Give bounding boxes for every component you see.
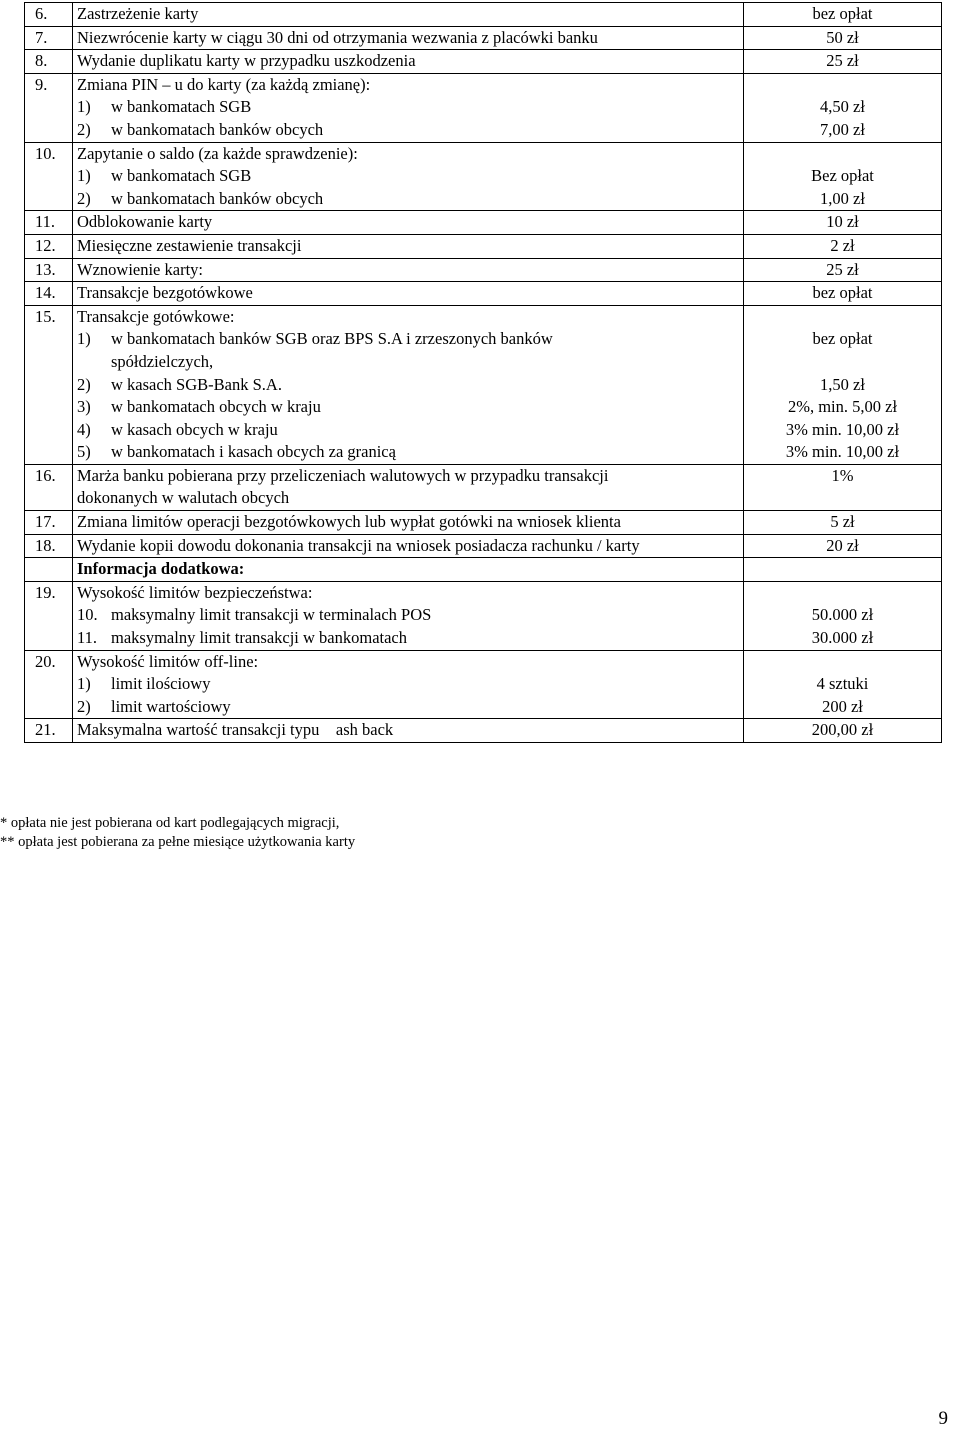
row-number: 7. — [25, 26, 73, 50]
table-row — [25, 534, 942, 558]
table-row — [25, 581, 942, 650]
table-row — [25, 142, 942, 211]
row-number: 6. — [25, 3, 73, 27]
page-number: 9 — [938, 1408, 948, 1429]
table-row — [25, 258, 942, 282]
row-description: Zmiana PIN – u do karty (za każdą zmianę): 1) w bankomatach SGB 2) w bankomatach banków obcych — [73, 73, 744, 142]
table-row — [25, 73, 942, 142]
row-value: Bez opłat 1,00 zł — [744, 142, 942, 211]
fee-table — [24, 2, 942, 743]
row-description: Wydanie duplikatu karty w przypadku uszkodzenia — [73, 50, 744, 74]
row-value: 25 zł — [744, 258, 942, 282]
row-description: Zmiana limitów operacji bezgotówkowych lub wypłat gotówki na wniosek klienta — [73, 511, 744, 535]
row-description: Odblokowanie karty — [73, 211, 744, 235]
row-value: 50.000 zł 30.000 zł — [744, 581, 942, 650]
table-row — [25, 3, 942, 27]
section-heading: Informacja dodatkowa: — [73, 558, 744, 582]
row-value: bez opłat 1,50 zł 2%, min. 5,00 zł 3% min. 10,00 zł 3% min. 10,00 zł — [744, 305, 942, 464]
row-value: 20 zł — [744, 534, 942, 558]
row-value — [744, 558, 942, 582]
row-value: bez opłat — [744, 3, 942, 27]
table-row — [25, 234, 942, 258]
row-description: Wznowienie karty: — [73, 258, 744, 282]
row-description: Transakcje gotówkowe: 1) w bankomatach banków SGB oraz BPS S.A i zrzeszonych banków spółdzielczych, 2) w kasach SGB-Bank S.A. 3) w bankomatach obcych w kraju 4) w kasach obcych w kraju 5) w bankomatach i kasach obcych za granicą — [73, 305, 744, 464]
row-value: 10 zł — [744, 211, 942, 235]
row-value: 1% — [744, 464, 942, 510]
table-row — [25, 511, 942, 535]
row-description: Zapytanie o saldo (za każde sprawdzenie): 1) w bankomatach SGB 2) w bankomatach banków obcych — [73, 142, 744, 211]
row-description: Wydanie kopii dowodu dokonania transakcji na wniosek posiadacza rachunku / karty — [73, 534, 744, 558]
table-row — [25, 650, 942, 719]
table-row — [25, 50, 942, 74]
row-value: 25 zł — [744, 50, 942, 74]
row-description: Wysokość limitów off-line: 1) limit ilościowy 2) limit wartościowy — [73, 650, 744, 719]
table-row — [25, 464, 942, 510]
row-number: 14. — [25, 282, 73, 306]
row-description: Maksymalna wartość transakcji typu ash back — [73, 719, 744, 743]
table-row — [25, 211, 942, 235]
row-number: 17. — [25, 511, 73, 535]
row-number: 12. — [25, 234, 73, 258]
row-description: Wysokość limitów bezpieczeństwa: 10. maksymalny limit transakcji w terminalach POS 11. maksymalny limit transakcji w bankomatach — [73, 581, 744, 650]
row-value: 5 zł — [744, 511, 942, 535]
footnote: * opłata nie jest pobierana od kart podlegających migracji, — [0, 815, 340, 831]
row-value: 4 sztuki 200 zł — [744, 650, 942, 719]
row-value: 2 zł — [744, 234, 942, 258]
row-description: Zastrzeżenie karty — [73, 3, 744, 27]
row-number: 11. — [25, 211, 73, 235]
row-number: 19. — [25, 581, 73, 650]
row-description: Marża banku pobierana przy przeliczeniach walutowych w przypadku transakcji dokonanych w walutach obcych — [73, 464, 744, 510]
row-value: 4,50 zł 7,00 zł — [744, 73, 942, 142]
row-number: 13. — [25, 258, 73, 282]
row-number: 10. — [25, 142, 73, 211]
row-number — [25, 558, 73, 582]
row-number: 15. — [25, 305, 73, 464]
row-description: Transakcje bezgotówkowe — [73, 282, 744, 306]
row-number: 18. — [25, 534, 73, 558]
row-number: 8. — [25, 50, 73, 74]
table-row — [25, 305, 942, 464]
table-row — [25, 26, 942, 50]
row-value: 50 zł — [744, 26, 942, 50]
row-description: Miesięczne zestawienie transakcji — [73, 234, 744, 258]
footnotes — [0, 814, 355, 852]
table-row — [25, 719, 942, 743]
row-number: 20. — [25, 650, 73, 719]
row-number: 16. — [25, 464, 73, 510]
table-row — [25, 282, 942, 306]
row-value: bez opłat — [744, 282, 942, 306]
row-number: 9. — [25, 73, 73, 142]
row-value: 200,00 zł — [744, 719, 942, 743]
footnote: ** opłata jest pobierana za pełne miesiące użytkowania karty — [0, 834, 356, 850]
row-number: 21. — [25, 719, 73, 743]
row-description: Niezwrócenie karty w ciągu 30 dni od otrzymania wezwania z placówki banku — [73, 26, 744, 50]
table-row — [25, 558, 942, 582]
